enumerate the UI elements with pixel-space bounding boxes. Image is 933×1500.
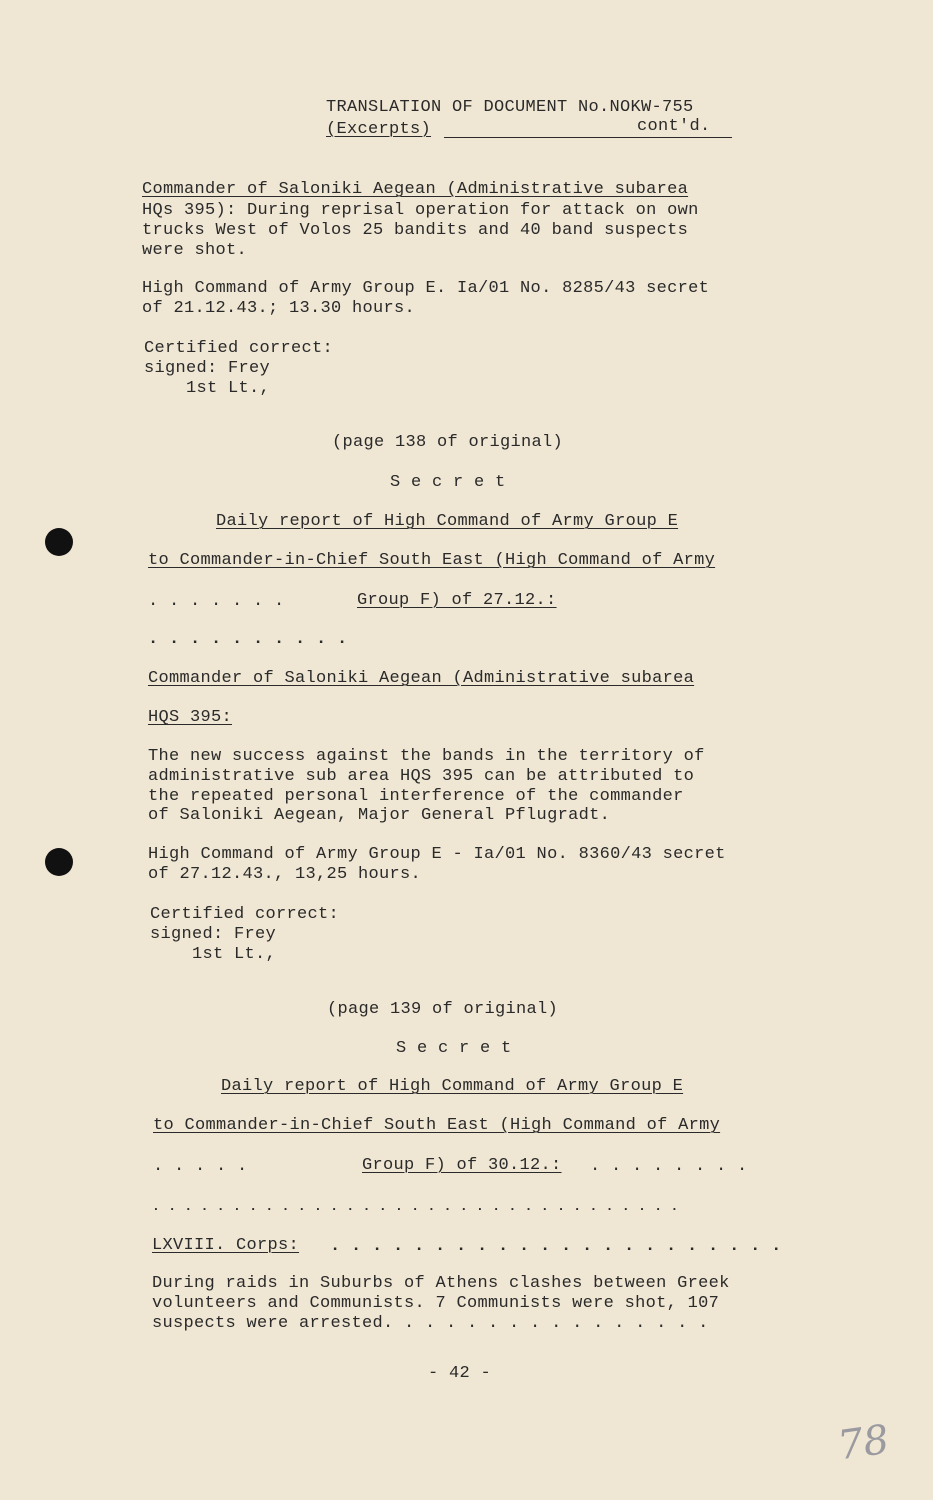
section1-line-3: trucks West of Volos 25 bandits and 40 band suspects <box>142 221 689 240</box>
document-subtitle-excerpts: (Excerpts) <box>326 120 432 139</box>
section2-body-4: of Saloniki Aegean, Major General Pflugradt. <box>148 806 611 825</box>
section2-certified: Certified correct: <box>150 905 340 924</box>
section1-certified: Certified correct: <box>144 339 334 358</box>
handwritten-page-number: 78 <box>835 1416 892 1470</box>
section3-heading-3-dots-left: . . . . . <box>153 1157 248 1176</box>
section2-heading-3: Group F) of 27.12.: <box>357 591 557 610</box>
section3-heading-2: to Commander-in-Chief South East (High Command of Army <box>153 1116 721 1135</box>
punch-hole-top <box>45 528 73 556</box>
section1-rank: 1st Lt., <box>144 379 271 398</box>
section1-line-2: HQs 395): During reprisal operation for attack on own <box>142 201 699 220</box>
section2-subheading-1: Commander of Saloniki Aegean (Administrative subarea <box>148 669 695 688</box>
section3-corps-heading: LXVIII. Corps: <box>152 1236 300 1255</box>
section2-rank: 1st Lt., <box>150 945 277 964</box>
section3-page-ref: (page 139 of original) <box>327 1000 559 1019</box>
section2-body-2: administrative sub area HQS 395 can be attributed to <box>148 767 695 786</box>
section3-dots: . . . . . . . . . . . . . . . . . . . . . . . . . . . . . . . . . <box>152 1199 679 1214</box>
section2-page-ref: (page 138 of original) <box>332 433 564 452</box>
section2-signed: signed: Frey <box>150 925 277 944</box>
section2-heading-2: to Commander-in-Chief South East (High Command of Army <box>148 551 716 570</box>
section1-line-4: were shot. <box>142 241 248 260</box>
section2-reference-1: High Command of Army Group E - Ia/01 No. 8360/43 secret <box>148 845 726 864</box>
punch-hole-bottom <box>45 848 73 876</box>
section3-body-2: volunteers and Communists. 7 Communists were shot, 107 <box>152 1294 720 1313</box>
section1-reference-2: of 21.12.43.; 13.30 hours. <box>142 299 416 318</box>
section2-body-1: The new success against the bands in the territory of <box>148 747 705 766</box>
section2-heading-3-dots: . . . . . . . <box>148 592 285 611</box>
section2-reference-2: of 27.12.43., 13,25 hours. <box>148 865 422 884</box>
section2-secret: S e c r e t <box>390 473 506 492</box>
section1-signed: signed: Frey <box>144 359 271 378</box>
section3-corps-dots: . . . . . . . . . . . . . . . . . . . . . . <box>330 1237 782 1256</box>
section3-heading-1: Daily report of High Command of Army Group E <box>221 1077 684 1096</box>
section2-subheading-2: HQS 395: <box>148 708 233 727</box>
section3-body-3: suspects were arrested. . . . . . . . . . . . . . . . <box>152 1314 709 1333</box>
section3-secret: S e c r e t <box>396 1039 512 1058</box>
section3-body-1: During raids in Suburbs of Athens clashes between Greek <box>152 1274 730 1293</box>
section2-body-3: the repeated personal interference of the commander <box>148 787 684 806</box>
section2-dots: . . . . . . . . . . <box>148 630 348 649</box>
document-title: TRANSLATION OF DOCUMENT No.NOKW-755 <box>326 98 694 117</box>
page-number: - 42 - <box>428 1364 492 1383</box>
section1-reference-1: High Command of Army Group E. Ia/01 No. 8285/43 secret <box>142 279 710 298</box>
section3-heading-3: Group F) of 30.12.: <box>362 1156 562 1175</box>
section2-heading-1: Daily report of High Command of Army Group E <box>216 512 679 531</box>
section3-heading-3-dots-right: . . . . . . . . <box>590 1157 748 1176</box>
section1-line-1: Commander of Saloniki Aegean (Administrative subarea <box>142 180 689 199</box>
document-subtitle-contd: cont'd. <box>637 117 711 136</box>
